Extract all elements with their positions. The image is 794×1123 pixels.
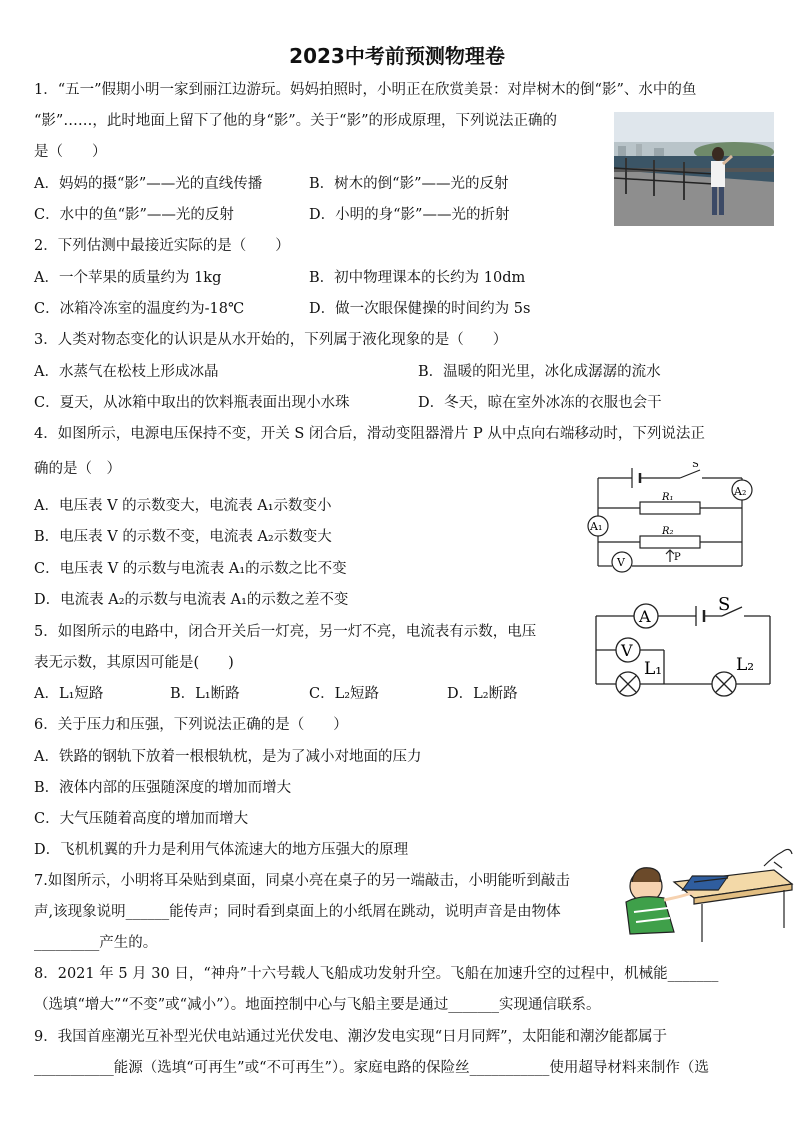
q8-stem-line2: （选填“增大”“不变”或“减小”）。地面控制中心与飞船主要是通过_______实现通信联系。: [34, 997, 601, 1013]
q2-option-c: C．冰箱冷冻室的温度约为-18℃: [34, 301, 245, 317]
slider-p-label: P: [674, 552, 681, 563]
page-title: 2023中考前预测物理卷: [289, 44, 505, 68]
voltmeter-label: V: [617, 556, 625, 569]
resistor-r2-label: R₂: [662, 526, 674, 537]
lamp-l2-label: L₂: [736, 655, 755, 675]
voltmeter-label: V: [621, 641, 633, 660]
q3-option-a: A．水蒸气在松枝上形成冰晶: [34, 364, 219, 380]
q2-option-b: B．初中物理课本的长约为 10dm: [309, 270, 526, 286]
q3-stem: 3．人类对物态变化的认识是从水开始的，下列属于液化现象的是（ ）: [34, 332, 508, 348]
q2-option-d: D．做一次眼保健操的时间约为 5s: [309, 301, 531, 317]
q4-option-c: C．电压表 V 的示数与电流表 A₁的示数之比不变: [34, 561, 347, 577]
q3-option-c: C．夏天，从冰箱中取出的饮料瓶表面出现小水珠: [34, 395, 350, 411]
q5-option-a: A．L₁短路: [34, 686, 104, 702]
q3-option-b: B．温暖的阳光里，冰化成潺潺的流水: [418, 364, 661, 380]
q1-option-c: C．水中的鱼“影”——光的反射: [34, 207, 234, 223]
circuit-diagram-q4: [582, 462, 762, 586]
q2-option-a: A．一个苹果的质量约为 1kg: [34, 270, 222, 286]
q7-stem-line3: _________产生的。: [34, 935, 158, 951]
q6-option-a: A．铁路的钢轨下放着一根根轨枕，是为了减小对地面的压力: [34, 749, 422, 765]
q7-stem-line2: 声,该现象说明______能传声；同时看到桌面上的小纸屑在跳动，说明声音是由物体: [34, 904, 561, 920]
resistor-r1-label: R₁: [662, 492, 674, 503]
circuit-diagram-q5: [590, 596, 775, 702]
q9-stem-line2: ___________能源（选填“可再生”或“不可再生”）。家庭电路的保险丝___________使用超导材料来制作（选: [34, 1060, 709, 1076]
q1-stem-line3: 是（ ）: [34, 144, 107, 160]
q5-option-b: B．L₁断路: [170, 686, 240, 702]
q1-option-b: B．树木的倒“影”——光的反射: [309, 176, 509, 192]
q8-stem-line1: 8．2021 年 5 月 30 日，“神舟”十六号载人飞船成功发射升空。飞船在加速升空的过程中，机械能_______: [34, 966, 719, 982]
q5-option-c: C．L₂短路: [309, 686, 380, 702]
q1-option-a: A．妈妈的摄“影”——光的直线传播: [34, 176, 263, 192]
q5-stem-line1: 5．如图所示的电路中，闭合开关后一灯亮，另一灯不亮，电流表有示数，电压: [34, 624, 537, 640]
lamp-l1-label: L₁: [644, 659, 663, 679]
q5-option-d: D．L₂断路: [447, 686, 518, 702]
q4-option-d: D．电流表 A₂的示数与电流表 A₁的示数之差不变: [34, 592, 349, 608]
q6-option-c: C．大气压随着高度的增加而增大: [34, 811, 249, 827]
ammeter-a1-label: A₁: [590, 520, 603, 533]
desk-listening-illustration: [624, 842, 794, 948]
switch-label: S: [718, 596, 731, 615]
q1-stem-line2: “影”……，此时地面上留下了他的身“影”。关于“影”的形成原理，下列说法正确的: [34, 113, 557, 129]
lakeside-photo: [614, 112, 774, 226]
q4-option-a: A．电压表 V 的示数变大，电流表 A₁示数变小: [34, 498, 332, 514]
q9-stem-line1: 9．我国首座潮光互补型光伏电站通过光伏发电、潮汐发电实现“日月同辉”，太阳能和潮汐能都属于: [34, 1029, 668, 1045]
ammeter-label: A: [639, 607, 651, 626]
q1-option-d: D．小明的身“影”——光的折射: [309, 207, 510, 223]
q6-option-b: B．液体内部的压强随深度的增加而增大: [34, 780, 292, 796]
switch-label: S: [692, 462, 699, 470]
q4-stem-line2: 确的是（ ）: [34, 461, 121, 477]
q4-stem-line1: 4．如图所示，电源电压保持不变，开关 S 闭合后，滑动变阻器滑片 P 从中点向右端移动时，下列说法正: [34, 426, 705, 442]
ammeter-a2-label: A₂: [734, 485, 747, 498]
q6-stem: 6．关于压力和压强，下列说法正确的是（ ）: [34, 717, 348, 733]
q6-option-d: D．飞机机翼的升力是利用气体流速大的地方压强大的原理: [34, 842, 409, 858]
q1-stem-line1: 1．“五一”假期小明一家到丽江边游玩。妈妈拍照时，小明正在欣赏美景：对岸树木的倒“影”、水中的鱼: [34, 82, 697, 98]
q3-option-d: D．冬天，晾在室外冰冻的衣服也会干: [418, 395, 662, 411]
q7-stem-line1: 7.如图所示，小明将耳朵贴到桌面，同桌小亮在桌子的另一端敲击，小明能听到敲击: [34, 873, 570, 889]
q4-option-b: B．电压表 V 的示数不变，电流表 A₂示数变大: [34, 529, 332, 545]
q5-stem-line2: 表无示数，其原因可能是( ): [34, 655, 234, 671]
q2-stem: 2．下列估测中最接近实际的是（ ）: [34, 238, 290, 254]
